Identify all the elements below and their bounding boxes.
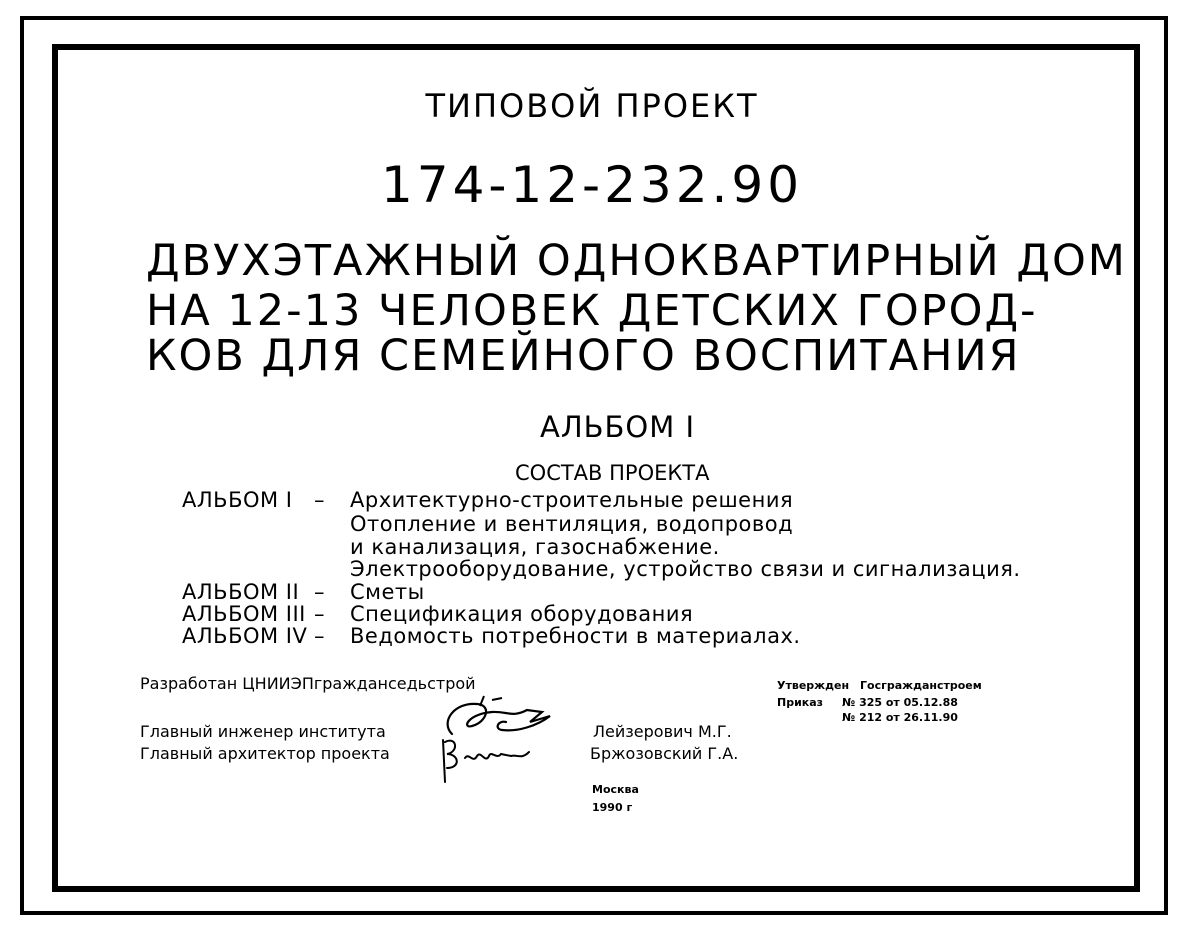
album-label-2: АЛЬБОМ II — [182, 580, 300, 604]
project-number: 174-12-232.90 — [380, 156, 804, 214]
album-dash-4: – — [314, 624, 325, 648]
composition-title: СОСТАВ ПРОЕКТА — [515, 461, 710, 485]
year: 1990 г — [592, 801, 633, 814]
order-1: № 325 от 05.12.88 — [842, 696, 958, 709]
role-title-1: Главный инженер института — [140, 722, 386, 741]
album-1-line-3: и канализация, газоснабжение. — [350, 535, 720, 559]
role-name-1: Лейзерович М.Г. — [593, 722, 732, 741]
album-1-line-4: Электрооборудование, устройство связи и сигнализация. — [350, 557, 1021, 581]
album-heading: АЛЬБОМ I — [540, 410, 696, 444]
title-line-3: КОВ ДЛЯ СЕМЕЙНОГО ВОСПИТАНИЯ — [146, 331, 1021, 381]
approved-by: Госгражданстроем — [860, 679, 982, 692]
type-project-title: ТИПОВОЙ ПРОЕКТ — [425, 87, 759, 125]
order-label: Приказ — [777, 696, 824, 709]
approved-label: Утвержден — [777, 679, 850, 692]
role-title-2: Главный архитектор проекта — [140, 744, 390, 763]
album-2-line-1: Сметы — [350, 580, 425, 604]
album-dash-2: – — [314, 580, 325, 604]
signature-chief-architect — [425, 730, 535, 785]
album-1-line-1: Архитектурно-строительные решения — [350, 488, 794, 512]
album-1-line-2: Отопление и вентиляция, водопровод — [350, 512, 794, 536]
album-label-4: АЛЬБОМ IV — [182, 624, 308, 648]
album-label-3: АЛЬБОМ III — [182, 602, 306, 626]
album-dash-3: – — [314, 602, 325, 626]
album-dash-1: – — [314, 488, 325, 512]
role-name-2: Бржозовский Г.А. — [590, 744, 739, 763]
developer-line: Разработан ЦНИИЭПгражданседьстрой — [140, 674, 476, 693]
order-2: № 212 от 26.11.90 — [842, 711, 958, 724]
title-line-2: НА 12-13 ЧЕЛОВЕК ДЕТСКИХ ГОРОД- — [146, 286, 1038, 336]
title-line-1: ДВУХЭТАЖНЫЙ ОДНОКВАРТИРНЫЙ ДОМ — [146, 236, 1127, 286]
city: Москва — [592, 783, 639, 796]
album-3-line-1: Спецификация оборудования — [350, 602, 694, 626]
album-4-line-1: Ведомость потребности в материалах. — [350, 624, 801, 648]
album-label-1: АЛЬБОМ I — [182, 488, 293, 512]
